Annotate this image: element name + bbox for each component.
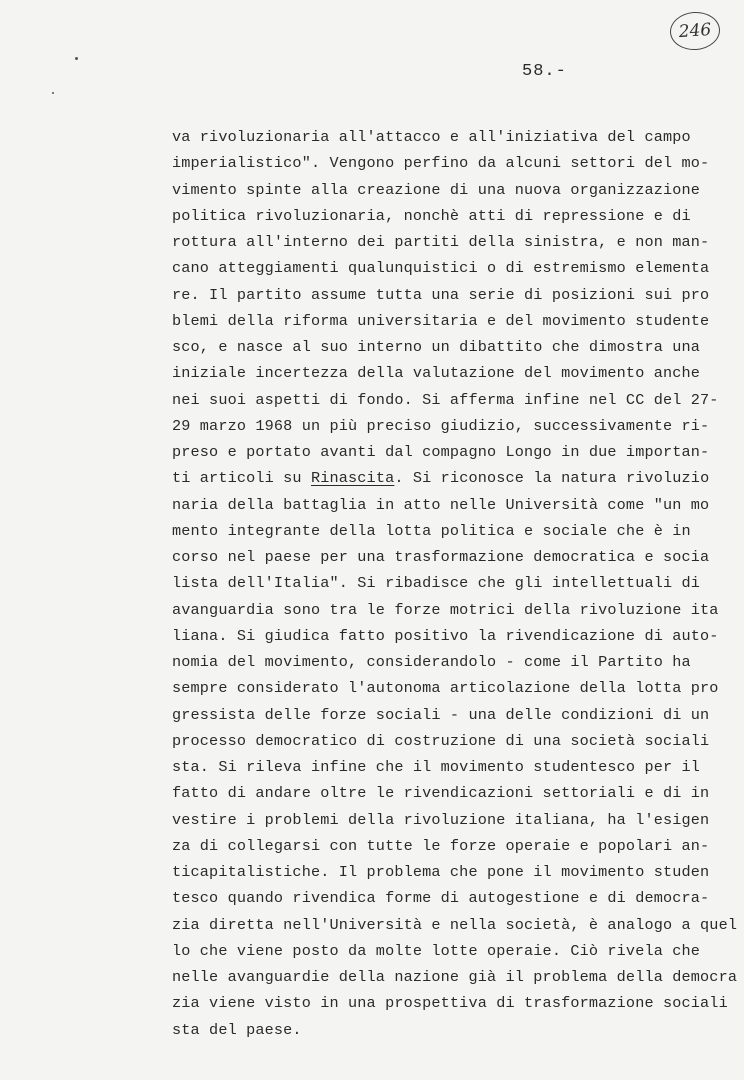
text-line: politica rivoluzionaria, nonchè atti di repressione e di xyxy=(172,206,691,225)
text-line: zia diretta nell'Università e nella società, è analogo a quel xyxy=(172,915,738,934)
text-line: processo democratico di costruzione di una società sociali xyxy=(172,731,710,750)
text-line: ticapitalistiche. Il problema che pone il movimento studen xyxy=(172,863,710,881)
body-text xyxy=(172,124,738,1043)
archive-stamp: 246 xyxy=(669,10,722,51)
text-line: nelle avanguardie della nazione già il problema della democra xyxy=(172,968,738,986)
paper-speck xyxy=(75,57,78,60)
text-line: lo che viene posto da molte lotte operaie. Ciò rivela che xyxy=(172,941,701,960)
text-line: naria della battaglia in atto nelle Università come "un mo xyxy=(172,495,710,514)
text-line: iniziale incertezza della valutazione del movimento anche xyxy=(172,364,701,383)
text-line: re. Il partito assume tutta una serie di posizioni sui pro xyxy=(172,285,710,304)
text-line: sempre considerato l'autonoma articolazione della lotta pro xyxy=(172,679,719,698)
journal-title: Rinascita xyxy=(310,469,395,488)
text-line: avanguardia sono tra le forze motrici della rivoluzione ita xyxy=(172,600,719,619)
text-line: blemi della riforma universitaria e del movimento studente xyxy=(172,311,710,330)
text-line: vestire i problemi della rivoluzione italiana, ha l'esigen xyxy=(172,810,710,829)
text-line: tesco quando rivendica forme di autogestione e di democra- xyxy=(172,889,710,908)
text-line: 29 marzo 1968 un più preciso giudizio, successivamente ri- xyxy=(172,416,710,435)
text-line: fatto di andare oltre le rivendicazioni settoriali e di in xyxy=(172,784,710,803)
page-number: 58.- xyxy=(522,62,567,81)
text-line: sta del paese. xyxy=(172,1020,302,1039)
text-line: vimento spinte alla creazione di una nuova organizzazione xyxy=(172,180,701,199)
text-line: preso e portato avanti dal compagno Longo in due importan- xyxy=(172,443,710,461)
text-line: nei suoi aspetti di fondo. Si afferma infine nel CC del 27- xyxy=(172,390,719,409)
text-line: cano atteggiamenti qualunquistici o di estremismo elementa xyxy=(172,259,710,278)
text-line: corso nel paese per una trasformazione democratica e socia xyxy=(172,548,710,566)
text-line: za di collegarsi con tutte le forze operaie e popolari an- xyxy=(172,836,710,855)
text-line: sco, e nasce al suo interno un dibattito che dimostra una xyxy=(172,338,701,356)
text-line: rottura all'interno dei partiti della sinistra, e non man- xyxy=(172,233,710,251)
text-line: imperialistico". Vengono perfino da alcuni settori del mo- xyxy=(172,154,710,173)
text-line: ti articoli su Rinascita. Si riconosce la natura rivoluzio xyxy=(172,469,710,488)
text-line: sta. Si rileva infine che il movimento studentesco per il xyxy=(172,758,701,776)
text-line: mento integrante della lotta politica e sociale che è in xyxy=(172,521,691,540)
text-line: nomia del movimento, considerandolo - come il Partito ha xyxy=(172,653,691,671)
text-line: gressista delle forze sociali - una delle condizioni di un xyxy=(172,705,710,724)
paper-speck xyxy=(52,92,54,94)
text-line: lista dell'Italia". Si ribadisce che gli intellettuali di xyxy=(172,574,701,593)
text-line: va rivoluzionaria all'attacco e all'iniziativa del campo xyxy=(172,128,691,146)
text-line: liana. Si giudica fatto positivo la rivendicazione di auto- xyxy=(172,626,719,645)
text-line: zia viene visto in una prospettiva di trasformazione sociali xyxy=(172,994,728,1013)
